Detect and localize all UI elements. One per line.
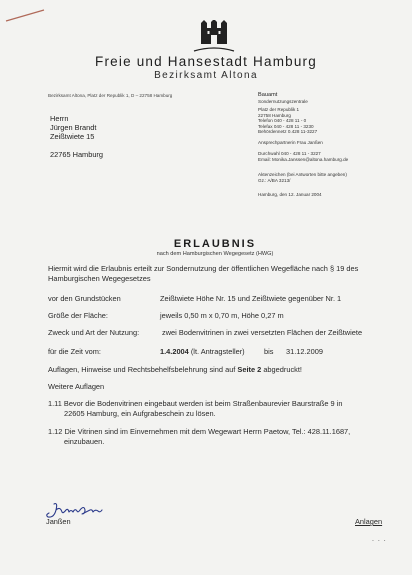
notice-suffix: abgedruckt!	[261, 365, 302, 374]
field-label-purpose: Zweck und Art der Nutzung:	[48, 328, 140, 337]
field-value-purpose: zwei Bodenvitrinen in zwei versetzten Flächen der Zeißtwiete	[162, 328, 363, 337]
office-address-line: Behördennetz 0.428 11-3227	[258, 129, 318, 135]
period-start-note: (lt. Antragsteller)	[188, 347, 245, 356]
field-label-location: vor den Grundstücken	[48, 294, 121, 303]
notice-page-ref: Seite 2	[237, 365, 262, 374]
reference-number: Gz.: A/BA 3213/	[258, 177, 291, 183]
period-start-date: 1.4.2004	[160, 347, 189, 356]
condition-1-12-line: einzubauen.	[64, 437, 105, 446]
office-unit: Sondernutzungszentrale	[258, 99, 308, 104]
field-label-period: für die Zeit vom:	[48, 347, 101, 356]
further-conditions-heading: Weitere Auflagen	[48, 382, 105, 391]
office-email: Email: Monika.Janssen@altona.hamburg.de	[258, 156, 349, 162]
office-address-line: Platz der Republik 1	[258, 107, 300, 112]
document-title: ERLAUBNIS	[173, 238, 257, 250]
reference-note: Aktenzeichen (bei Antworten bitte angeben)	[258, 172, 347, 177]
condition-1-12-line: 1.12 Die Vitrinen sind im Einvernehmen mit dem Wegewart Herrn Paetow, Tel.: 428.11.1687,	[48, 427, 351, 436]
recipient-salutation: Herrn	[50, 114, 69, 123]
recipient-name: Jürgen Brandt	[50, 123, 97, 132]
attachments-label: Anlagen	[355, 517, 383, 526]
intro-line: Hiermit wird die Erlaubnis erteilt zur Sondernutzung der öffentlichen Wegefläche nach § 19 des	[48, 264, 359, 273]
condition-1-11-line: 1.11 Bevor die Bodenvitrinen eingebaut werden ist beim Straßenbaurevier Baurstraße 9 in	[48, 399, 343, 408]
notice-prefix: Auflagen, Hinweise und Rechtsbehelfsbelehrung sind auf	[48, 365, 238, 374]
notice-line	[48, 365, 302, 375]
document-subtitle: nach dem Hamburgischen Wegegesetz (HWG)	[156, 251, 274, 257]
recipient-city: 22765 Hamburg	[50, 150, 104, 159]
office-direct-dial: Durchwahl 040 - 428 11 - 3227	[258, 151, 321, 156]
period-end-date: 31.12.2009	[286, 347, 323, 356]
continuation-marker: . . .	[372, 536, 387, 543]
recipient-street: Zeißtwiete 15	[50, 132, 95, 141]
field-label-area-size: Größe der Fläche:	[48, 311, 108, 320]
letter-date: Hamburg, den 12. Januar 2004	[258, 192, 322, 197]
corner-pen-mark	[4, 8, 48, 22]
office-address-line: Telefax 040 - 428 11 - 3230	[258, 123, 314, 129]
org-subtitle: Bezirksamt Altona	[154, 70, 258, 81]
field-value-location: Zeißtwiete Höhe Nr. 15 und Zeißtwiete gegenüber Nr. 1	[160, 294, 342, 303]
field-value-period	[160, 347, 245, 356]
office-contact-person: Ansprechpartnerin Frau Janßen	[258, 140, 323, 145]
intro-line: Hamburgischen Wegegesetzes	[48, 274, 151, 283]
org-title: Freie und Hansestadt Hamburg	[95, 54, 317, 69]
office-address-line: 22758 Hamburg	[258, 112, 291, 118]
office-department: Bauamt	[258, 92, 278, 98]
signer-name: Janßen	[46, 517, 71, 526]
field-value-area-size: jeweils 0,50 m x 0,70 m, Höhe 0,27 m	[160, 311, 284, 320]
condition-1-11-line: 22605 Hamburg, ein Aufgrabeschein zu lösen.	[64, 409, 216, 418]
office-address-line: Telefon 040 - 428 11 - 0	[258, 118, 307, 124]
sender-return-address: Bezirksamt Altona, Platz der Republik 1, D – 22758 Hamburg	[48, 93, 173, 98]
hamburg-coat-of-arms-logo	[192, 20, 236, 56]
period-connector: bis	[264, 347, 274, 356]
